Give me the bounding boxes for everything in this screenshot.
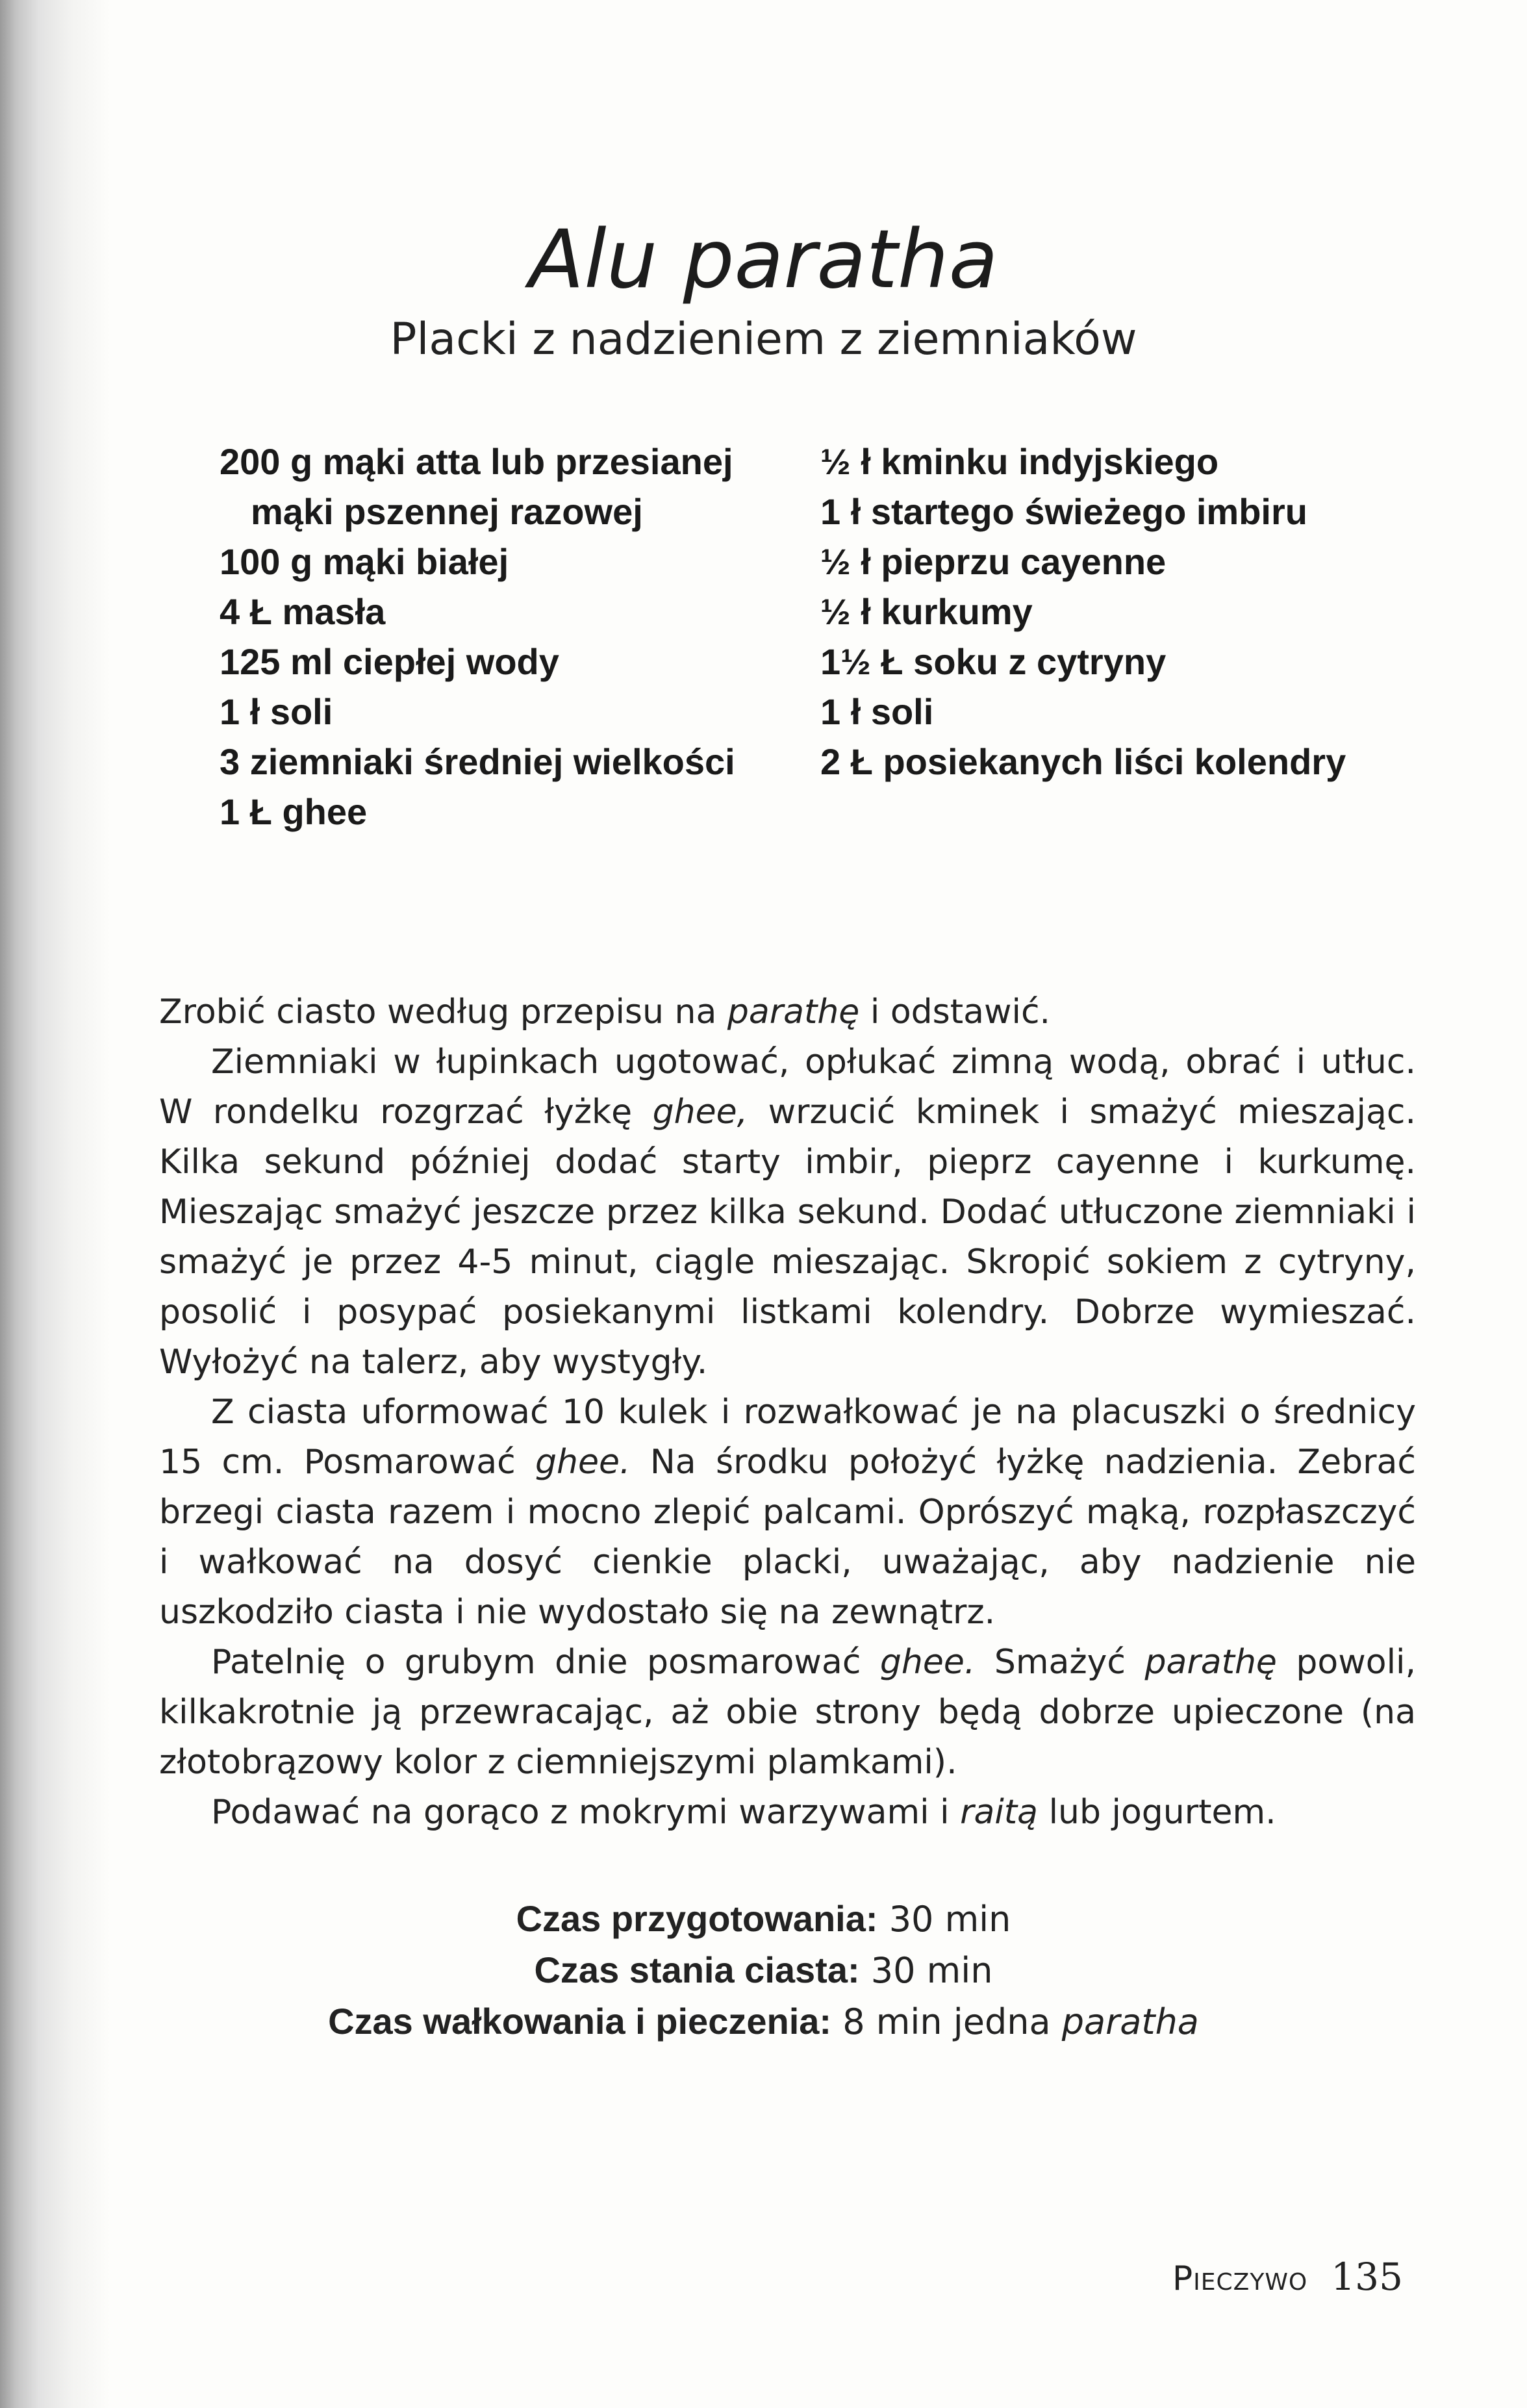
ingredient-item: 125 ml ciepłej wody: [220, 641, 559, 682]
rest-time-value: 30 min: [870, 1950, 993, 1991]
ingredient-item: 1 ł startego świeżego imbiru: [820, 491, 1307, 532]
timing-block: [0, 1894, 1527, 2047]
roll-time-value: 8 min jedna: [842, 2001, 1051, 2042]
ingredient-item: ½ ł kminku indyjskiego: [820, 441, 1219, 482]
prep-time: [0, 1894, 1527, 1945]
ingredient-item: 4 Ł masła: [220, 591, 386, 632]
instruction-paragraph: [159, 1638, 1416, 1788]
instruction-emphasis: ghee.: [879, 1643, 976, 1682]
ingredients-left-column: [220, 437, 778, 837]
instruction-emphasis: parathę: [727, 993, 860, 1032]
instructions: [159, 987, 1416, 1838]
ingredient-item: 3 ziemniaki średniej wielkości: [220, 741, 735, 782]
instruction-text: wrzucić kminek i smażyć mieszając. Kilka sekund później dodać starty imbir, pieprz cayenne i kurkumę. Mieszając smażyć jeszcze przez kilka sekund. Dodać utłuczone ziemniaki i smażyć je przez 4-5 minut, ciągle mieszając. Skropić sokiem z cytryny, posolić i posypać posiekanymi listkami kolendry. Dobrze wymieszać. Wyłożyć na talerz, aby wystygły.: [159, 1093, 1416, 1382]
instruction-text: Na środku położyć łyżkę nadzienia. Zebrać brzegi ciasta razem i mocno zlepić palcami. Oprószyć mąką, rozpłaszczyć i wałkować na dosyć cienkie placki, uważając, aby nadzienie nie uszkodziło ciasta i nie wydostało się na zewnątrz.: [159, 1443, 1416, 1632]
prep-time-value: 30 min: [889, 1899, 1011, 1940]
ingredient-item: 1 ł soli: [220, 691, 333, 732]
instruction-emphasis: raitą: [960, 1793, 1039, 1832]
ingredient-item: 1 ł soli: [820, 691, 934, 732]
instruction-paragraph: [159, 987, 1416, 1037]
instruction-paragraph: [159, 1037, 1416, 1388]
instruction-paragraph: [159, 1788, 1416, 1838]
roll-time-item: paratha: [1061, 2001, 1199, 2042]
instruction-emphasis: ghee.: [535, 1443, 631, 1482]
ingredient-item: 2 Ł posiekanych liści kolendry: [820, 741, 1346, 782]
instruction-text: Podawać na gorąco z mokrymi warzywami i: [211, 1793, 961, 1832]
page-number: 135: [1331, 2255, 1403, 2299]
ingredient-item: ½ ł pieprzu cayenne: [820, 541, 1167, 582]
recipe-subtitle: Placki z nadzieniem z ziemniaków: [390, 314, 1137, 365]
page-footer: [1052, 2254, 1403, 2301]
ingredient-item: 100 g mąki białej: [220, 541, 509, 582]
rest-time: [0, 1945, 1527, 1996]
roll-time-label: Czas wałkowania i pieczenia:: [328, 2001, 832, 2042]
instruction-text: i odstawić.: [859, 993, 1051, 1032]
roll-time: [0, 1996, 1527, 2047]
instruction-paragraph: [159, 1388, 1416, 1638]
ingredient-item: 200 g mąki atta lub przesianej mąki pszennej razowej: [220, 441, 733, 532]
instruction-text: Z ciasta uformować 10 kulek i rozwałkować je na placuszki o średnicy 15 cm. Posmarować: [159, 1393, 1416, 1482]
instruction-emphasis: parathę: [1144, 1643, 1277, 1682]
instruction-text: lub jogurtem.: [1038, 1793, 1276, 1832]
ingredient-item: ½ ł kurkumy: [820, 591, 1033, 632]
section-name: Pieczywo: [1172, 2259, 1308, 2298]
prep-time-label: Czas przygotowania:: [516, 1898, 878, 1939]
ingredient-item: 1½ Ł soku z cytryny: [820, 641, 1167, 682]
instruction-emphasis: ghee,: [652, 1093, 748, 1132]
instruction-text: Ziemniaki w łupinkach ugotować, opłukać zimną wodą, obrać i utłuc. W rondelku rozgrzać łyżkę: [159, 1043, 1416, 1132]
recipe-title: Alu paratha: [529, 213, 998, 307]
ingredient-item: 1 Ł ghee: [220, 791, 368, 832]
rest-time-label: Czas stania ciasta:: [534, 1949, 860, 1990]
instruction-text: powoli, kilkakrotnie ją przewracając, aż obie strony będą dobrze upieczone (na złotobrązowy kolor z ciemniejszymi plamkami).: [159, 1643, 1416, 1782]
instruction-text: Smażyć: [975, 1643, 1145, 1682]
instruction-text: Zrobić ciasto według przepisu na: [159, 993, 727, 1032]
instruction-text: Patelnię o grubym dnie posmarować: [211, 1643, 880, 1682]
ingredients-right-column: [820, 437, 1405, 787]
